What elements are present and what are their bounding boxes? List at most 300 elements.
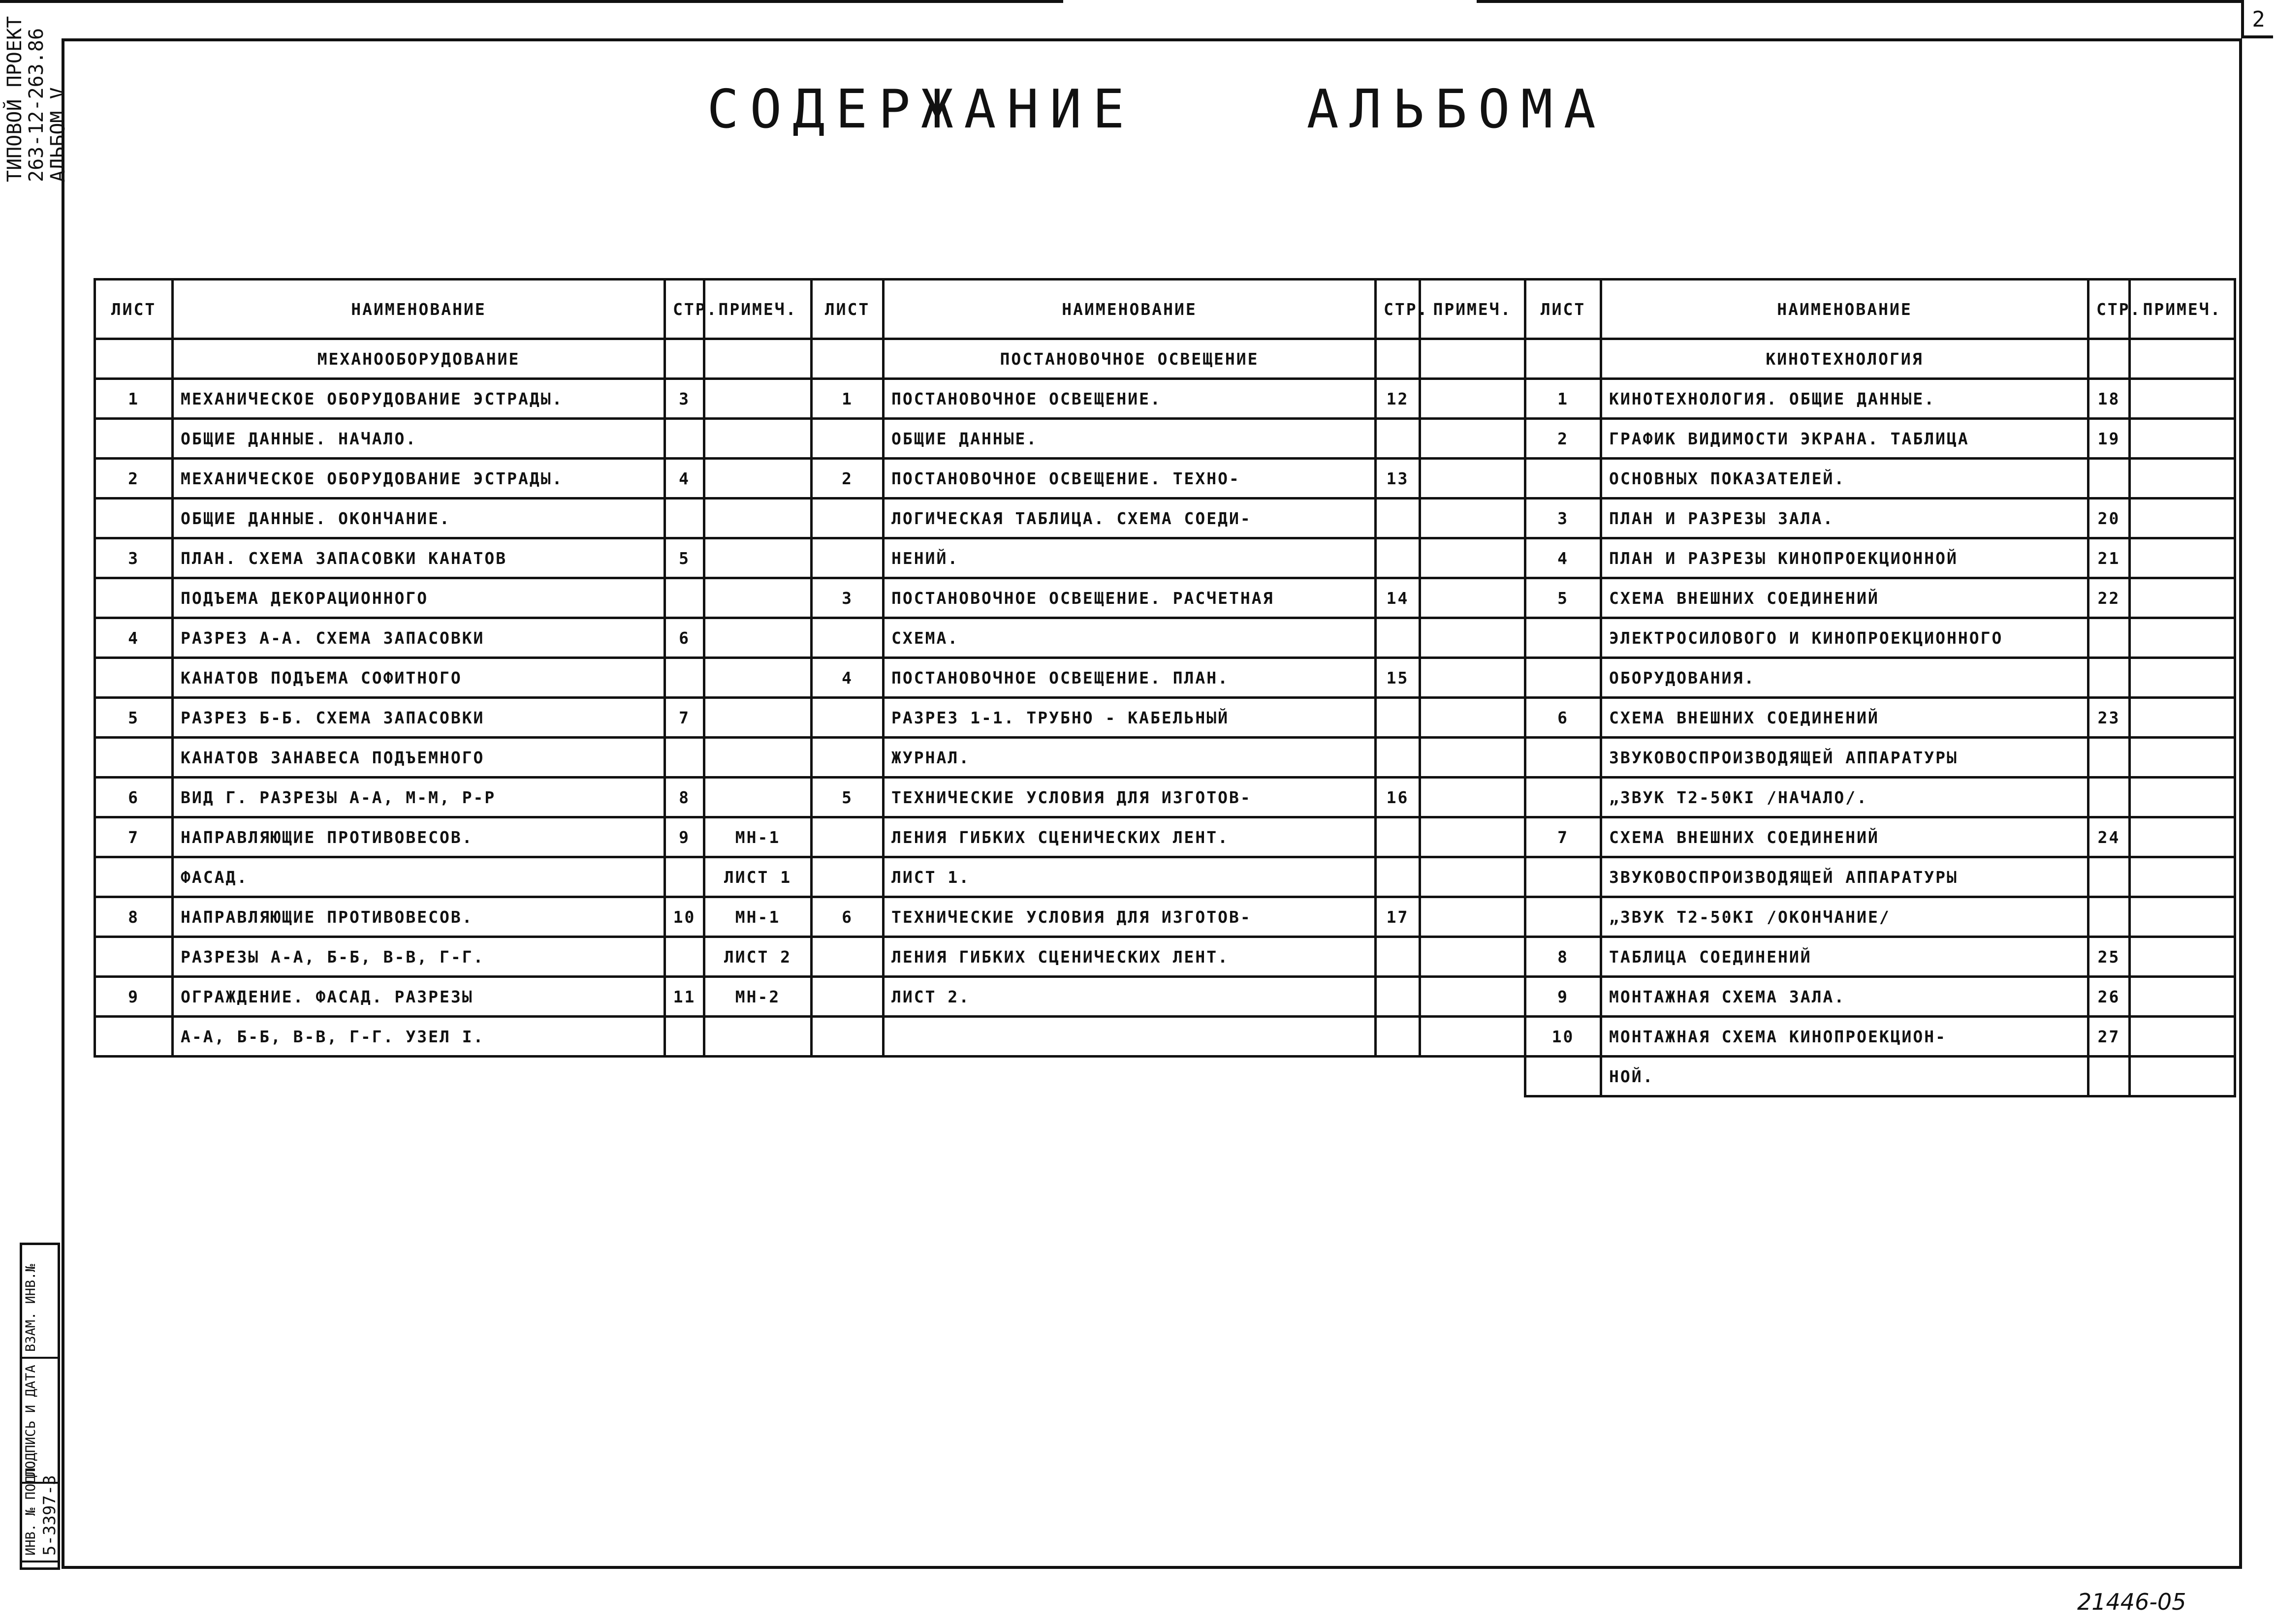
section-row [95, 339, 812, 379]
section-row [1525, 339, 2235, 379]
cell-sheet: 4 [1525, 538, 1601, 578]
cell-note [1420, 897, 1525, 937]
cell-page [2088, 897, 2130, 937]
table-row [812, 738, 1525, 778]
table-row [95, 419, 812, 459]
cell-page: 25 [2088, 937, 2130, 977]
cell-note: ЛИСТ 1 [704, 857, 812, 897]
table-row [812, 1017, 1525, 1057]
cell-name: РАЗРЕЗ 1-1. ТРУБНО - КАБЕЛЬНЫЙ [884, 698, 1376, 738]
cell-page: 13 [1376, 459, 1420, 499]
cell-name: МЕХАНИЧЕСКОЕ ОБОРУДОВАНИЕ ЭСТРАДЫ. [173, 459, 665, 499]
cell-sheet: 9 [95, 977, 173, 1017]
cell-name: НАПРАВЛЯЮЩИЕ ПРОТИВОВЕСОВ. [173, 897, 665, 937]
cell-sheet: 2 [812, 459, 884, 499]
cell-page [665, 937, 704, 977]
cell-sheet [95, 499, 173, 538]
cell-note: ЛИСТ 2 [704, 937, 812, 977]
cell-page [665, 738, 704, 778]
cell-sheet [812, 857, 884, 897]
cell-sheet: 8 [95, 897, 173, 937]
cell-page [2088, 738, 2130, 778]
cell-note [704, 499, 812, 538]
cell-sheet [1525, 618, 1601, 658]
cell-name: „ЗВУК Т2-50КI /ОКОНЧАНИЕ/ [1601, 897, 2088, 937]
cell-note [704, 459, 812, 499]
cell-sheet [1525, 658, 1601, 698]
cell-page: 19 [2088, 419, 2130, 459]
cell-page: 20 [2088, 499, 2130, 538]
cell-sheet [1525, 778, 1601, 817]
cell-page: 5 [665, 538, 704, 578]
table-row [1525, 419, 2235, 459]
cell-page [665, 419, 704, 459]
cell-sheet [812, 817, 884, 857]
cell-name: ОБЩИЕ ДАННЫЕ. ОКОНЧАНИЕ. [173, 499, 665, 538]
cell-page: 14 [1376, 578, 1420, 618]
cell-sheet [1525, 459, 1601, 499]
table-row [95, 977, 812, 1017]
table-row [95, 459, 812, 499]
table-row [812, 698, 1525, 738]
cell-note [1420, 618, 1525, 658]
project-label [4, 16, 69, 182]
table-row [812, 658, 1525, 698]
header-note: ПРИМЕЧ. [704, 280, 812, 339]
cell-note: МН-2 [704, 977, 812, 1017]
table-row [1525, 1057, 2235, 1096]
table-row [1525, 379, 2235, 419]
cell-note [2130, 977, 2235, 1017]
cell-sheet [1525, 857, 1601, 897]
top-edge-line-right [1477, 0, 2241, 3]
stamp-replace-label: ВЗАМ. ИНВ.№ [22, 1263, 60, 1359]
cell-sheet [812, 618, 884, 658]
table-row [812, 937, 1525, 977]
cell-page [665, 499, 704, 538]
table-row [1525, 499, 2235, 538]
cell-note [1420, 658, 1525, 698]
table-row [1525, 1017, 2235, 1057]
cell-sheet [95, 738, 173, 778]
header-note: ПРИМЕЧ. [1420, 280, 1525, 339]
cell-page: 6 [665, 618, 704, 658]
cell-note [2130, 538, 2235, 578]
cell-name: ПОСТАНОВОЧНОЕ ОСВЕЩЕНИЕ. [884, 379, 1376, 419]
table-row [95, 499, 812, 538]
cell-sheet: 1 [1525, 379, 1601, 419]
project-label-line2: 263-12-263.86 [25, 28, 48, 182]
cell-note [2130, 459, 2235, 499]
cell-page: 7 [665, 698, 704, 738]
cell-name: НАПРАВЛЯЮЩИЕ ПРОТИВОВЕСОВ. [173, 817, 665, 857]
cell-sheet: 7 [95, 817, 173, 857]
cell-note [2130, 499, 2235, 538]
cell-page [1376, 538, 1420, 578]
cell-note [2130, 857, 2235, 897]
cell-note [1420, 857, 1525, 897]
document-code: 21446-05 [2077, 1589, 2186, 1615]
cell-name: ТЕХНИЧЕСКИЕ УСЛОВИЯ ДЛЯ ИЗГОТОВ- [884, 897, 1376, 937]
cell-page: 11 [665, 977, 704, 1017]
table-row [812, 538, 1525, 578]
cell-name: МОНТАЖНАЯ СХЕМА КИНОПРОЕКЦИОН- [1601, 1017, 2088, 1057]
section-title: ПОСТАНОВОЧНОЕ ОСВЕЩЕНИЕ [884, 339, 1376, 379]
sheet-number: 2 [2252, 6, 2265, 32]
cell-note [2130, 698, 2235, 738]
cell-note [704, 658, 812, 698]
cell-sheet: 2 [1525, 419, 1601, 459]
cell-name: ОБОРУДОВАНИЯ. [1601, 658, 2088, 698]
cell-note [704, 1017, 812, 1057]
cell-note [2130, 738, 2235, 778]
cell-sheet [95, 658, 173, 698]
cell-page: 4 [665, 459, 704, 499]
cell-name: ЛИСТ 1. [884, 857, 1376, 897]
cell-sheet: 10 [1525, 1017, 1601, 1057]
table-row [812, 379, 1525, 419]
cell-page [1376, 419, 1420, 459]
table-row [95, 857, 812, 897]
cell-note [704, 778, 812, 817]
cell-name: ВИД Г. РАЗРЕЗЫ А-А, М-М, Р-Р [173, 778, 665, 817]
cell-name: СХЕМА ВНЕШНИХ СОЕДИНЕНИЙ [1601, 698, 2088, 738]
cell-sheet: 5 [1525, 578, 1601, 618]
cell-sheet: 3 [812, 578, 884, 618]
cell-note [704, 698, 812, 738]
table-row [812, 778, 1525, 817]
table-row [812, 578, 1525, 618]
cell-note: МН-1 [704, 897, 812, 937]
table-row [1525, 578, 2235, 618]
cell-note [2130, 937, 2235, 977]
cell-sheet [812, 419, 884, 459]
cell-note [1420, 578, 1525, 618]
table-row [812, 897, 1525, 937]
cell-note [1420, 538, 1525, 578]
toc-table-mechanical [94, 278, 813, 1058]
cell-name: ОБЩИЕ ДАННЫЕ. НАЧАЛО. [173, 419, 665, 459]
cell-page [1376, 618, 1420, 658]
cell-page [1376, 817, 1420, 857]
cell-page [2088, 1057, 2130, 1096]
cell-note [2130, 658, 2235, 698]
cell-page [665, 658, 704, 698]
cell-sheet: 1 [95, 379, 173, 419]
cell-name: ПОДЪЕМА ДЕКОРАЦИОННОГО [173, 578, 665, 618]
cell-note [1420, 817, 1525, 857]
cell-page: 26 [2088, 977, 2130, 1017]
cell-name: НОЙ. [1601, 1057, 2088, 1096]
cell-page [2088, 658, 2130, 698]
table-row [1525, 817, 2235, 857]
cell-note [704, 419, 812, 459]
cell-page [665, 1017, 704, 1057]
cell-page [1376, 499, 1420, 538]
cell-name: КАНАТОВ ПОДЪЕМА СОФИТНОГО [173, 658, 665, 698]
cell-page: 21 [2088, 538, 2130, 578]
table-row [95, 538, 812, 578]
cell-note [704, 538, 812, 578]
table-row [95, 937, 812, 977]
header-sheet: ЛИСТ [812, 280, 884, 339]
cell-note [1420, 379, 1525, 419]
table-row [812, 618, 1525, 658]
table-row [1525, 738, 2235, 778]
cell-name: НЕНИЙ. [884, 538, 1376, 578]
cell-page [1376, 977, 1420, 1017]
cell-note [2130, 419, 2235, 459]
header-page: СТР. [665, 280, 704, 339]
cell-note [1420, 738, 1525, 778]
header-sheet: ЛИСТ [1525, 280, 1601, 339]
cell-page [1376, 937, 1420, 977]
table-row [95, 817, 812, 857]
cell-name: РАЗРЕЗ А-А. СХЕМА ЗАПАСОВКИ [173, 618, 665, 658]
cell-sheet [1525, 1057, 1601, 1096]
cell-sheet: 7 [1525, 817, 1601, 857]
inventory-stamp-labels [22, 1263, 60, 1567]
sheet-number-box [2241, 3, 2273, 38]
table-row [812, 977, 1525, 1017]
cell-note [1420, 977, 1525, 1017]
cell-note [704, 618, 812, 658]
stamp-inv-cell [22, 1459, 60, 1567]
table-row [95, 379, 812, 419]
table-row [1525, 459, 2235, 499]
table-row [95, 658, 812, 698]
table-row [95, 698, 812, 738]
cell-name: СХЕМА. [884, 618, 1376, 658]
cell-page: 16 [1376, 778, 1420, 817]
cell-sheet [1525, 897, 1601, 937]
cell-name: ТЕХНИЧЕСКИЕ УСЛОВИЯ ДЛЯ ИЗГОТОВ- [884, 778, 1376, 817]
section-title: МЕХАНООБОРУДОВАНИЕ [173, 339, 665, 379]
cell-sheet [95, 857, 173, 897]
table-row [1525, 778, 2235, 817]
cell-note [1420, 459, 1525, 499]
table-row [95, 578, 812, 618]
cell-note [1420, 419, 1525, 459]
header-page: СТР. [1376, 280, 1420, 339]
cell-name: КАНАТОВ ЗАНАВЕСА ПОДЪЕМНОГО [173, 738, 665, 778]
header-sheet: ЛИСТ [95, 280, 173, 339]
cell-page [2088, 857, 2130, 897]
table-row [1525, 857, 2235, 897]
cell-note: МН-1 [704, 817, 812, 857]
table-header-row [812, 280, 1525, 339]
cell-page: 23 [2088, 698, 2130, 738]
cell-sheet: 4 [812, 658, 884, 698]
cell-page [665, 857, 704, 897]
header-name: НАИМЕНОВАНИЕ [884, 280, 1376, 339]
cell-name: ПОСТАНОВОЧНОЕ ОСВЕЩЕНИЕ. ПЛАН. [884, 658, 1376, 698]
cell-sheet: 2 [95, 459, 173, 499]
cell-page: 24 [2088, 817, 2130, 857]
cell-sheet [812, 977, 884, 1017]
cell-page: 12 [1376, 379, 1420, 419]
cell-sheet: 8 [1525, 937, 1601, 977]
stamp-inv-value: 5-3397-3 [40, 1489, 59, 1562]
stamp-inv-label: ИНВ. № ПОДЛ. [22, 1489, 40, 1562]
cell-sheet [95, 578, 173, 618]
cell-name: РАЗРЕЗЫ А-А, Б-Б, В-В, Г-Г. [173, 937, 665, 977]
cell-name: ЖУРНАЛ. [884, 738, 1376, 778]
cell-name: СХЕМА ВНЕШНИХ СОЕДИНЕНИЙ [1601, 578, 2088, 618]
cell-sheet [95, 419, 173, 459]
cell-sheet [95, 1017, 173, 1057]
table-row [95, 897, 812, 937]
cell-note [2130, 778, 2235, 817]
cell-sheet: 6 [812, 897, 884, 937]
header-name: НАИМЕНОВАНИЕ [173, 280, 665, 339]
cell-name: ОБЩИЕ ДАННЫЕ. [884, 419, 1376, 459]
table-row [95, 738, 812, 778]
page-title: СОДЕРЖАНИЕ АЛЬБОМА [707, 79, 1607, 140]
cell-page: 18 [2088, 379, 2130, 419]
cell-sheet [95, 937, 173, 977]
cell-note [1420, 1017, 1525, 1057]
table-row [95, 618, 812, 658]
cell-name: ГРАФИК ВИДИМОСТИ ЭКРАНА. ТАБЛИЦА [1601, 419, 2088, 459]
header-note: ПРИМЕЧ. [2130, 280, 2235, 339]
cell-name: ЛИСТ 2. [884, 977, 1376, 1017]
top-edge-line-left [0, 0, 1063, 3]
table-row [1525, 897, 2235, 937]
cell-note [2130, 379, 2235, 419]
header-page: СТР. [2088, 280, 2130, 339]
cell-note [2130, 578, 2235, 618]
table-row [812, 459, 1525, 499]
cell-sheet: 3 [1525, 499, 1601, 538]
table-row [1525, 937, 2235, 977]
section-title: КИНОТЕХНОЛОГИЯ [1601, 339, 2088, 379]
cell-page [2088, 778, 2130, 817]
cell-page: 17 [1376, 897, 1420, 937]
table-row [1525, 698, 2235, 738]
cell-sheet: 3 [95, 538, 173, 578]
cell-sheet [812, 738, 884, 778]
cell-name: ЗВУКОВОСПРОИЗВОДЯЩЕЙ АППАРАТУРЫ [1601, 738, 2088, 778]
cell-sheet: 1 [812, 379, 884, 419]
cell-sheet [812, 538, 884, 578]
project-label-line1: ТИПОВОЙ ПРОЕКТ [3, 16, 26, 182]
cell-note [1420, 698, 1525, 738]
cell-note [704, 578, 812, 618]
cell-name: „ЗВУК Т2-50КI /НАЧАЛО/. [1601, 778, 2088, 817]
cell-page: 3 [665, 379, 704, 419]
cell-sheet [812, 698, 884, 738]
cell-note [1420, 499, 1525, 538]
table-row [1525, 618, 2235, 658]
table-header-row [95, 280, 812, 339]
cell-page [665, 578, 704, 618]
cell-name: ФАСАД. [173, 857, 665, 897]
cell-note [2130, 817, 2235, 857]
table-row [95, 778, 812, 817]
cell-sheet [812, 937, 884, 977]
cell-name: МОНТАЖНАЯ СХЕМА ЗАЛА. [1601, 977, 2088, 1017]
cell-note [1420, 778, 1525, 817]
cell-name: ПОСТАНОВОЧНОЕ ОСВЕЩЕНИЕ. РАСЧЕТНАЯ [884, 578, 1376, 618]
cell-name: ПОСТАНОВОЧНОЕ ОСВЕЩЕНИЕ. ТЕХНО- [884, 459, 1376, 499]
cell-name: ЛОГИЧЕСКАЯ ТАБЛИЦА. СХЕМА СОЕДИ- [884, 499, 1376, 538]
cell-sheet [1525, 738, 1601, 778]
cell-sheet: 6 [1525, 698, 1601, 738]
project-label-line3: АЛЬБОМ V [47, 87, 69, 182]
cell-page: 10 [665, 897, 704, 937]
cell-name: ОГРАЖДЕНИЕ. ФАСАД. РАЗРЕЗЫ [173, 977, 665, 1017]
table-row [1525, 658, 2235, 698]
toc-table-lighting [810, 278, 1526, 1058]
cell-page [2088, 459, 2130, 499]
cell-note [2130, 1057, 2235, 1096]
cell-name: СХЕМА ВНЕШНИХ СОЕДИНЕНИЙ [1601, 817, 2088, 857]
cell-note [704, 379, 812, 419]
table-header-row [1525, 280, 2235, 339]
cell-name: А-А, Б-Б, В-В, Г-Г. УЗЕЛ I. [173, 1017, 665, 1057]
cell-sheet [812, 1017, 884, 1057]
cell-page [1376, 1017, 1420, 1057]
cell-sheet: 5 [95, 698, 173, 738]
cell-page: 9 [665, 817, 704, 857]
table-row [1525, 977, 2235, 1017]
cell-name: ЗВУКОВОСПРОИЗВОДЯЩЕЙ АППАРАТУРЫ [1601, 857, 2088, 897]
cell-sheet: 4 [95, 618, 173, 658]
cell-page [1376, 857, 1420, 897]
toc-table-cinema [1524, 278, 2236, 1097]
section-row [812, 339, 1525, 379]
cell-sheet: 5 [812, 778, 884, 817]
table-row [812, 817, 1525, 857]
cell-page [1376, 738, 1420, 778]
cell-note [2130, 897, 2235, 937]
cell-name: ПЛАН. СХЕМА ЗАПАСОВКИ КАНАТОВ [173, 538, 665, 578]
cell-sheet: 9 [1525, 977, 1601, 1017]
cell-name: ОСНОВНЫХ ПОКАЗАТЕЛЕЙ. [1601, 459, 2088, 499]
cell-page: 15 [1376, 658, 1420, 698]
table-row [812, 499, 1525, 538]
cell-page: 22 [2088, 578, 2130, 618]
cell-note [2130, 618, 2235, 658]
cell-name: ПЛАН И РАЗРЕЗЫ КИНОПРОЕКЦИОННОЙ [1601, 538, 2088, 578]
cell-name: РАЗРЕЗ Б-Б. СХЕМА ЗАПАСОВКИ [173, 698, 665, 738]
cell-page: 8 [665, 778, 704, 817]
cell-name: ПЛАН И РАЗРЕЗЫ ЗАЛА. [1601, 499, 2088, 538]
cell-name: ЛЕНИЯ ГИБКИХ СЦЕНИЧЕСКИХ ЛЕНТ. [884, 937, 1376, 977]
cell-note [704, 738, 812, 778]
cell-sheet: 6 [95, 778, 173, 817]
cell-name: КИНОТЕХНОЛОГИЯ. ОБЩИЕ ДАННЫЕ. [1601, 379, 2088, 419]
cell-note [1420, 937, 1525, 977]
table-row [95, 1017, 812, 1057]
cell-page: 27 [2088, 1017, 2130, 1057]
header-name: НАИМЕНОВАНИЕ [1601, 280, 2088, 339]
cell-sheet [812, 499, 884, 538]
cell-name: ЭЛЕКТРОСИЛОВОГО И КИНОПРОЕКЦИОННОГО [1601, 618, 2088, 658]
cell-name [884, 1017, 1376, 1057]
table-row [812, 857, 1525, 897]
cell-page [1376, 698, 1420, 738]
cell-name: МЕХАНИЧЕСКОЕ ОБОРУДОВАНИЕ ЭСТРАДЫ. [173, 379, 665, 419]
cell-name: ТАБЛИЦА СОЕДИНЕНИЙ [1601, 937, 2088, 977]
table-row [812, 419, 1525, 459]
table-row [1525, 538, 2235, 578]
stamp-sign-label: ПОДПИСЬ И ДАТА [22, 1359, 60, 1484]
cell-note [2130, 1017, 2235, 1057]
cell-page [2088, 618, 2130, 658]
cell-name: ЛЕНИЯ ГИБКИХ СЦЕНИЧЕСКИХ ЛЕНТ. [884, 817, 1376, 857]
